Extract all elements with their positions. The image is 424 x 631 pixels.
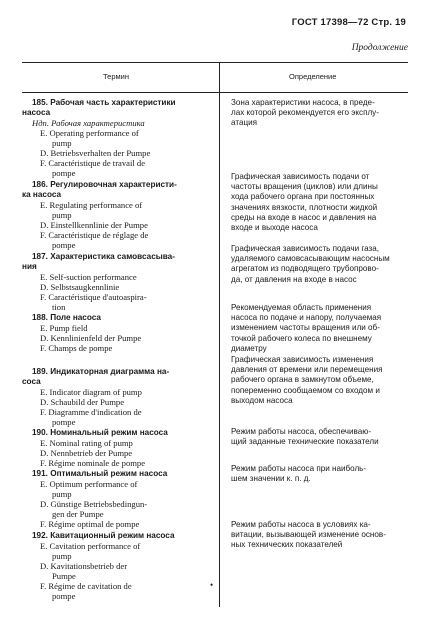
definition-entry: Графическая зависимость подачи от частоты вращения (циклов) или длины хода рабочего органа при постоянных значениях вязкости, плотности жидкой среды на входе в насос и давления на входе и выходе насоса xyxy=(231,172,378,233)
definition-entry: Режим работы насоса в условиях ка- витации, вызывающей изменение основ- ных технических показателей xyxy=(231,520,386,550)
column-header-term: Термин xyxy=(103,72,129,81)
term-entry: 186. Регулировочная характеристи- ка насоса E. Regulating performance of pump D. Einstellkennlinie der Pumpe F. Caractéristique de réglage de pompe xyxy=(22,180,177,250)
table-top-rule xyxy=(22,62,408,63)
term-entry: 191. Оптимальный режим насоса E. Optimum performance of pump D. Günstige Betriebsbedingun- gen der Pumpe F. Régime optimal de pompe xyxy=(32,469,168,529)
continued-label: Продолжение xyxy=(351,43,408,53)
term-entry: 187. Характеристика самовсасыва- ния E. Self-suction performance D. Selbstsaugkennlinie F. Caractéristique d'autoaspira- tion xyxy=(22,252,175,312)
definition-entry: Рекомендуемая область применения насоса по подаче и напору, получаемая изменением частоты вращения или об- точкой рабочего колеса по внешнему диаметру xyxy=(231,303,382,353)
term-entry: 188. Поле насоса E. Pump field D. Kennlinienfeld der Pumpe F. Champs de pompe xyxy=(32,313,142,353)
definition-entry: Графическая зависимость изменения давления от времени или перемещения рабочего органа в замкнутом объеме, попеременно сообщаемом со входом и выходом насоса xyxy=(231,355,383,405)
term-entry: 185. Рабочая часть характеристики насоса Ндп. Рабочая характеристика E. Operating performance of pump D. Betriebsverhalten der Pumpe F. Caractéristique de travail de pompe xyxy=(22,98,176,178)
term-entry: 190. Номинальный режим насоса E. Nominal rating of pump D. Nennbetrieb der Pumpe F. Régime nominale de pompe xyxy=(32,428,168,468)
table-header-rule xyxy=(22,92,408,93)
definition-entry: Режим работы насоса при наиболь- шем значении к. п. д. xyxy=(231,464,367,484)
term-entry: 192. Кавитационный режим насоса E. Cavitation performance of pump D. Kavitationsbetrieb der Pumpe F. Régime de cavitation de pompe xyxy=(32,531,175,601)
term-entry: 189. Индикаторная диаграмма на- соса E. Indicator diagram of pump D. Schaubild der Pumpe F. Diagramme d'indication de pompe xyxy=(22,367,170,427)
ink-mark: • xyxy=(210,580,214,590)
page-header: ГОСТ 17398—72 Стр. 19 xyxy=(291,17,406,28)
column-header-definition: Определение xyxy=(289,72,337,81)
column-divider xyxy=(219,62,220,607)
definition-entry: Зона характеристики насоса, в преде- лах которой рекомендуется его эксплу- атация xyxy=(231,98,379,128)
definition-entry: Графическая зависимость подачи газа, удаляемого самовсасывающим насосным агрегатом из подводящего трубопрово- да, от давления на входе в насос xyxy=(231,244,390,284)
definition-entry: Режим работы насоса, обеспечиваю- щий заданные технические показатели xyxy=(231,427,379,447)
